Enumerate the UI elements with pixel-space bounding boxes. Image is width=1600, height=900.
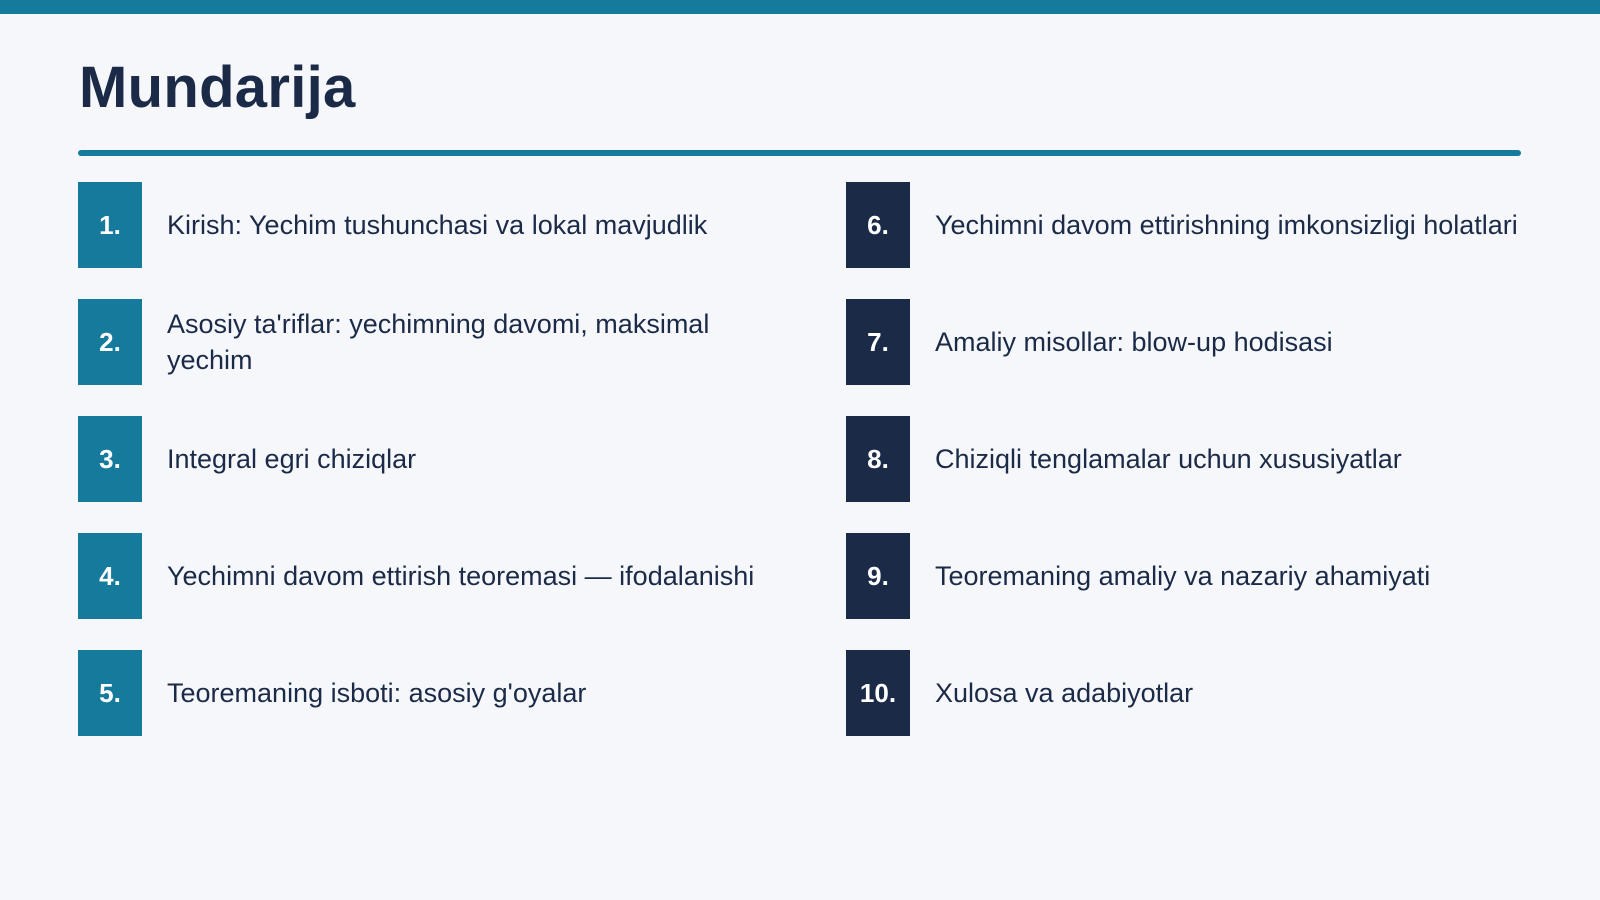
toc-item-10[interactable]	[846, 650, 1546, 738]
toc-item-6[interactable]	[846, 182, 1546, 270]
toc-number-badge: 7.	[846, 299, 910, 385]
toc-item-label: Xulosa va adabiyotlar	[935, 678, 1194, 708]
toc-number-badge: 9.	[846, 533, 910, 619]
title-divider	[78, 150, 1521, 156]
toc-column-left	[78, 182, 778, 767]
toc-number-badge: 8.	[846, 416, 910, 502]
toc-item-2[interactable]	[78, 299, 778, 387]
toc-item-label: Integral egri chiziqlar	[167, 444, 417, 474]
toc-item-8[interactable]	[846, 416, 1546, 504]
toc-item-3[interactable]	[78, 416, 778, 504]
toc-item-7[interactable]	[846, 299, 1546, 387]
toc-number-badge: 10.	[846, 650, 910, 736]
toc-number-badge: 5.	[78, 650, 142, 736]
toc-item-label: Yechimni davom ettirishning imkonsizligi holatlari	[935, 210, 1518, 240]
page-title: Mundarija	[79, 55, 356, 120]
toc-item-label: Chiziqli tenglamalar uchun xususiyatlar	[935, 444, 1402, 474]
toc-number-badge: 4.	[78, 533, 142, 619]
toc-item-label: Asosiy ta'riflar: yechimning davomi, maksimal yechim	[167, 309, 710, 375]
toc-number-badge: 6.	[846, 182, 910, 268]
toc-item-1[interactable]	[78, 182, 778, 270]
toc-item-4[interactable]	[78, 533, 778, 621]
toc-number-badge: 3.	[78, 416, 142, 502]
toc-item-5[interactable]	[78, 650, 778, 738]
toc-column-right	[846, 182, 1546, 767]
toc-item-label: Teoremaning isboti: asosiy g'oyalar	[167, 678, 587, 708]
toc-item-label: Amaliy misollar: blow-up hodisasi	[935, 327, 1333, 357]
toc-item-label: Kirish: Yechim tushunchasi va lokal mavjudlik	[167, 210, 708, 240]
top-accent-bar	[0, 0, 1600, 14]
toc-item-9[interactable]	[846, 533, 1546, 621]
toc-number-badge: 1.	[78, 182, 142, 268]
toc-number-badge: 2.	[78, 299, 142, 385]
toc-item-label: Teoremaning amaliy va nazariy ahamiyati	[935, 561, 1431, 591]
toc-item-label: Yechimni davom ettirish teoremasi — ifodalanishi	[167, 561, 755, 591]
